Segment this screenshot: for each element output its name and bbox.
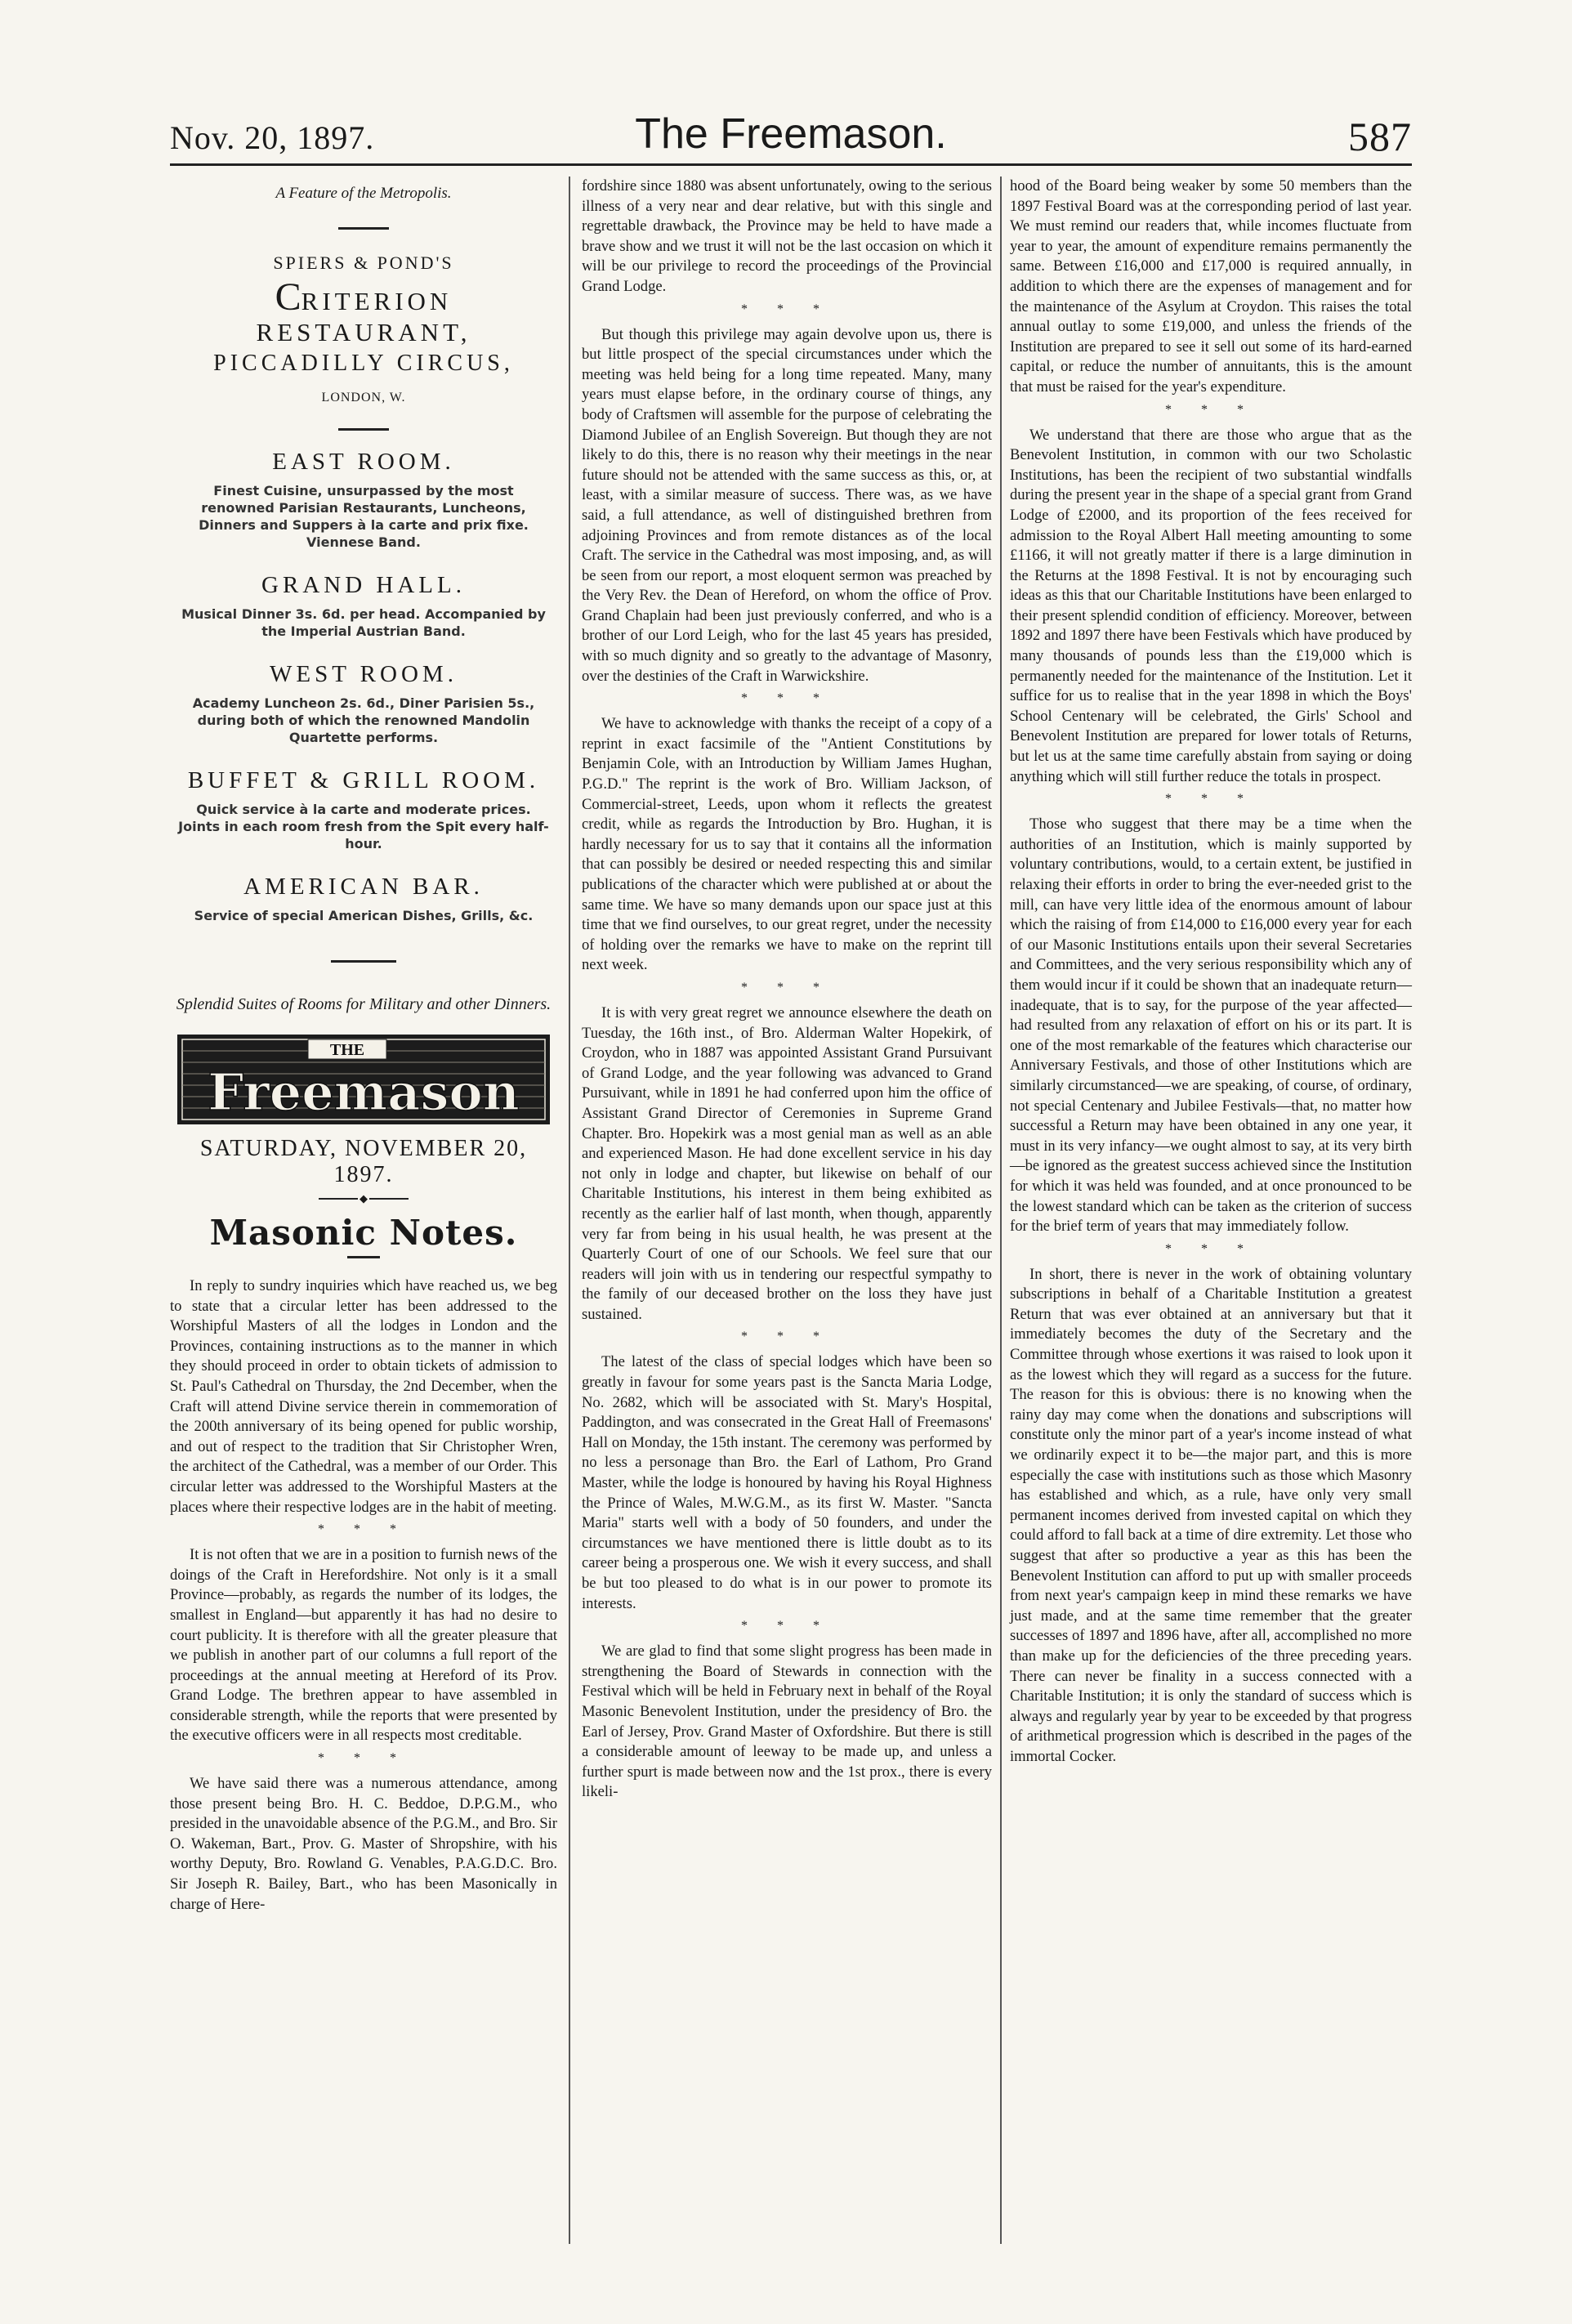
column-divider [1000, 177, 1002, 2244]
article-paragraph: We have to acknowledge with thanks the receipt of a copy of a reprint in exact facsimile of the "Antient Constitutions by Benjamin Cole, with an Introduction by William James Hughan, P.G.D." The reprint is the work of Bro. William Jackson, of Commercial-street, Leeds, upon whom it reflects the greatest credit, while as regards the Introduction by Bro. Hughan, it is hardly necessary for us to say that it contains all the information that can possibly be desired or needed respecting this and similar publications of the character which were published at or about the same time. We have so many demands upon our space just at this time that we find ourselves, to our great regret, under the necessity of holding over the remarks we have to make on the reprint till next week. [582, 715, 992, 974]
section-separator: * * * [741, 691, 833, 706]
masthead [170, 110, 1412, 160]
advert-section-desc: Service of special American Dishes, Grills, &c. [194, 908, 534, 923]
advert-restaurant-rest: RITERION RESTAURANT, [256, 287, 471, 346]
article-paragraph: We have said there was a numerous attendance, among those present being Bro. H. C. Beddoe, D.P.G.M., who presided in the unavoidable absence of the P.G.M., and Bro. Sir O. Wakeman, Bart., Prov. G. Master of Shropshire, with his worthy Deputy, Bro. Rowland G. Venables, P.A.G.D.C. Bro. Sir Joseph R. Bailey, Bart., who has been Masonically in charge of Here- [170, 1775, 557, 1913]
section-title: Masonic Notes. [209, 1213, 518, 1253]
article-paragraph: It is not often that we are in a position to furnish news of the doings of the Craft in Herefordshire. Not only is it a small Province—probably, as regards the number of its lodges, the smallest in England—but apparently it has had no desire to court publicity. It is therefore with all the greater pleasure that we publish in another part of our columns a full report of the proceedings at the annual meeting at Hereford of its Prov. Grand Lodge. The brethren appear to have assembled in considerable strength, while the reports that were presented by the executive officers were in all respects most creditable. [170, 1546, 557, 1745]
advert-location: PICCADILLY CIRCUS, [213, 351, 514, 376]
advert-section-desc: Musical Dinner 3s. 6d. per head. Accompanied by the Imperial Austrian Band. [181, 606, 546, 639]
section-separator: * * * [318, 1751, 409, 1766]
advert-tagline: A Feature of the Metropolis. [275, 185, 452, 202]
section-separator: * * * [741, 1619, 833, 1634]
article-paragraph: In short, there is never in the work of obtaining voluntary subscriptions in behalf of a Charitable Institution a greatest Return that was ever obtained at an anniversary but that it immediately becomes the duty of the Secretary and the Committee through whose exertions it was raised to look upon it as the lowest which they will regard as a success for the future. The reason for this is obvious: there is no knowing when the rainy day may come when the donations and subscriptions will constitute only the minor part of a year's income instead of what we ordinarily expect it to be—the major part, and this is more especially the case with institutions such as those which Masonry has established and which, as a rule, have only very small permanent incomes derived from invested capital on which they could afford to fall back at a time of dire extremity. Let those who suggest that after so productive a year as this has been the Benevolent Institution can afford to put up with smaller proceeds from next year's campaign keep in mind these remarks we have just made, and at the same time remember that the greater successes of 1897 and 1896 have, after all, accomplished no more than make up for the deficiencies of the three preceding years. There can never be finality in a success connected with a Charitable Institution; it is only the standard of success which is always and regularly year by year to be exceeded by that progress of arithmetical progression which is described in the pages of the immortal Cocker. [1010, 1265, 1412, 1765]
logo-freemason-text: Freemason [208, 1062, 520, 1122]
issue-date: Nov. 20, 1897. [170, 119, 375, 156]
advert-footer: Splendid Suites of Rooms for Military and other Dinners. [176, 995, 552, 1013]
advert-section-title: WEST ROOM. [270, 661, 458, 687]
advert-drop-initial: C [275, 275, 301, 319]
section-separator: * * * [1165, 792, 1257, 807]
article-paragraph: Those who suggest that there may be a time when the authorities of an Institution, which is mainly supported by voluntary contributions, would, to a certain extent, be justified in relaxing their efforts in order to bring the ever-needed grist to the mill, can have very little idea of the enormous amount of labour which the raising of from £14,000 to £16,000 every year for each of our Masonic Institutions entails upon their several Secretaries and Committees, and the very serious responsibility which any of them would incur if it could be shown that an inadequate return—inadequate, that is to say, for the purpose of the year affected—had resulted from any relaxation of effort on his or its part. It is one of the most remarkable of the features which characterise our Anniversary Festivals, and those of other Institutions which are similarly circumstanced—we are speaking, of course, of ordinary, not special Centenary and Jubilee Festivals—that, no matter how successful a Return may have been obtained in any one year, it must in its very infancy—we ought almost to say, at its very birth—be ignored as the greatest success achieved since the Institution for which it was held was founded, and at once pronounced to be the lowest standard which can be taken as the criterion of success for the brief term of years that may immediately follow. [1010, 816, 1412, 1236]
column-divider [569, 177, 570, 2244]
masthead-rule [170, 163, 1412, 166]
advert-rule [331, 960, 396, 963]
section-separator: * * * [318, 1522, 409, 1537]
section-separator: * * * [1165, 402, 1257, 417]
newspaper-title: The Freemason. [635, 110, 947, 158]
page-number: 587 [1348, 114, 1412, 159]
advert-city: LONDON, W. [321, 391, 406, 404]
section-separator: * * * [1165, 1241, 1257, 1256]
issue-dateline: SATURDAY, NOVEMBER 20, 1897. [199, 1136, 528, 1187]
advert-section-title: AMERICAN BAR. [243, 874, 484, 900]
article-paragraph: The latest of the class of special lodges which have been so greatly in favour for some years past is the Sancta Maria Lodge, No. 2682, which will be associated with St. Mary's Hospital, Paddington, and was consecrated in the Great Hall of Freemasons' Hall on Monday, the 15th instant. The ceremony was performed by no less a personage than Bro. the Earl of Lathom, Pro Grand Master, while the lodge is honoured by having his Royal Highness the Prince of Wales, M.W.G.M., as its first W. Master. "Sancta Maria" starts well with a body of 50 founders, and under the circumstances we have mentioned there is little doubt as to its career being a prosperous one. We wish it every success, and shall be but too pleased to do what is in our power to promote its interests. [582, 1353, 992, 1612]
column-1 [170, 177, 557, 1915]
freemason-logo-graphic [177, 1035, 550, 1124]
advert-proprietors: SPIERS & POND'S [273, 253, 454, 273]
article-paragraph: In reply to sundry inquiries which have reached us, we beg to state that a circular letter has been addressed to the Worshipful Masters of all the lodges in London and the Provinces, containing instructions as to the manner in which they should proceed in order to obtain tickets of admission to St. Paul's Cathedral on Thursday, the 2nd December, when the Craft will attend Divine service therein in commemoration of the 200th anniversary of its being opened for public worship, and out of respect to the tradition that Sir Christopher Wren, the architect of the Cathedral, was a member of our Order. This circular letter was addressed to the Worshipful Masters at the places where their respective lodges are in the habit of meeting. [170, 1277, 557, 1516]
advert-rule [338, 227, 389, 230]
advert-section-title: EAST ROOM. [272, 449, 455, 475]
article-paragraph: We are glad to find that some slight progress has been made in strengthening the Board of Stewards in connection with the Festival which will be held in February next in behalf of the Royal Masonic Benevolent Institution, under the presidency of Bro. the Earl of Jersey, Prov. Grand Master of Oxfordshire. But there is still a considerable amount of leeway to be made up, and unless a further spurt is made between now and the 1st prox., there is every likeli- [582, 1642, 992, 1801]
advert-section-desc: Academy Luncheon 2s. 6d., Diner Parisien 5s., during both of which the renowned Mandolin Quartette performs. [192, 695, 535, 745]
article-paragraph: We understand that there are those who argue that as the Benevolent Institution, in common with our two Scholastic Institutions, has been the recipient of two substantial windfalls during the present year in the shape of a special grant from Grand Lodge of £2000, and its proportion of the fees received for admission to the Royal Albert Hall meeting amounting to some £1166, it will not greatly matter if there is a large diminution in the Returns at the 1898 Festival. It is not by encouraging such ideas as this that our Charitable Institutions have been enlarged to their present splendid condition of efficiency. Moreover, between 1892 and 1897 there have been Festivals which have produced by many thousands of pounds less than the £19,000 which is permanently needed for the maintenance of the Institution. Let it suffice for us to realise that in the year 1898 in which the Boys' School Centenary will be celebrated, the Girls' School and Benevolent Institution are prepared for lower totals of Returns, but let us at the same time carefully abstain from saying or doing anything which will still further reduce the totals in prospect. [1010, 426, 1412, 785]
advert-restaurant-name [170, 275, 557, 348]
column-2 [582, 177, 992, 1803]
advert-section-desc: Finest Cuisine, unsurpassed by the most renowned Parisian Restaurants, Luncheons, Dinners and Suppers à la carte and prix fixe. Viennese Band. [199, 483, 529, 550]
article-paragraph: But though this privilege may again devolve upon us, there is but little prospect of the special circumstances under which the meeting was held being for a long time repeated. Many, many years must elapse before, in the ordinary course of things, any body of Craftsmen will assemble for the purpose of celebrating the Diamond Jubilee of an English Sovereign. But though they are not likely to do this, there is no reason why their meetings in the near future should not be attended with the same success as this, or, at least, with a similar measure of success. There was, as we have said, a full attendance, as well of distinguished brethren from adjoining Provinces and from remote distances as of the local Craft. The service in the Cathedral was most imposing, and, as will be seen from our report, a most eloquent sermon was preached by the Very Rev. the Dean of Hereford, on whom the office of Prov. Grand Chaplain had been just previously conferred, and who is a brother of our Lord Leigh, who for the last 45 years has presided, with so much dignity and so greatly to the advantage of Masonry, over the destinies of the Craft in Warwickshire. [582, 325, 992, 685]
logo-the-text: THE [329, 1041, 365, 1059]
freemason-logo [177, 1035, 550, 1124]
advert-section-desc: Quick service à la carte and moderate prices. Joints in each room fresh from the Spit every half-hour. [178, 802, 549, 851]
diamond-ornament-icon: ◆ [360, 1192, 368, 1204]
article-paragraph: It is with very great regret we announce elsewhere the death on Tuesday, the 16th inst., of Bro. Alderman Walter Hopekirk, of Croydon, who in 1887 was appointed Assistant Grand Pursuivant of Grand Lodge, and the year following was advanced to Grand Pursuivant, while in 1891 he had conferred upon him the office of Assistant Grand Director of Ceremonies in Supreme Grand Chapter. Bro. Hopekirk was a most genial man as well as an able and experienced Mason. He had done excellent service in his day not only in lodge and chapter, but likewise on behalf of our Charitable Institutions, his interest in them being exhibited as recently as the earlier half of last month, when though, apparently very far from being in his usual health, he was present at the Quarterly Court of one of our Schools. We feel sure that our readers will join with us in tendering our respectful sympathy to the family of our deceased brother on the loss they have just sustained. [582, 1003, 992, 1323]
diamond-rule [319, 1193, 409, 1204]
advert-section-title: BUFFET & GRILL ROOM. [187, 767, 540, 793]
column-3 [1010, 177, 1412, 1768]
advert-rule [338, 428, 389, 431]
article-paragraph: fordshire since 1880 was absent unfortunately, owing to the serious illness of a very near and dear relative, but with this single and regrettable drawback, the Province may be held to have made a brave show and we trust it will not be the last occasion on which it will be our privilege to record the proceedings of the Provincial Grand Lodge. [582, 177, 992, 295]
article-paragraph: hood of the Board being weaker by some 50 members than the 1897 Festival Board was at the corresponding period of last year. We must remind our readers that, while incomes fluctuate from year to year, the amount of expenditure remains permanently the same. Between £16,000 and £17,000 is required annually, in addition to which there are the expenses of management and for the maintenance of the Asylum at Croydon. This raises the total annual outlay to some £19,000, and unless the friends of the Institution are prepared to see it sell out some of its hard-earned capital, or reduce the number of annuitants, this is the amount that must be raised for the year's expenditure. [1010, 177, 1412, 396]
section-separator: * * * [741, 302, 833, 316]
criterion-advert [170, 185, 557, 1017]
title-rule [347, 1256, 380, 1258]
section-separator: * * * [741, 980, 833, 994]
section-separator: * * * [741, 1330, 833, 1344]
advert-section-title: GRAND HALL. [261, 572, 466, 598]
